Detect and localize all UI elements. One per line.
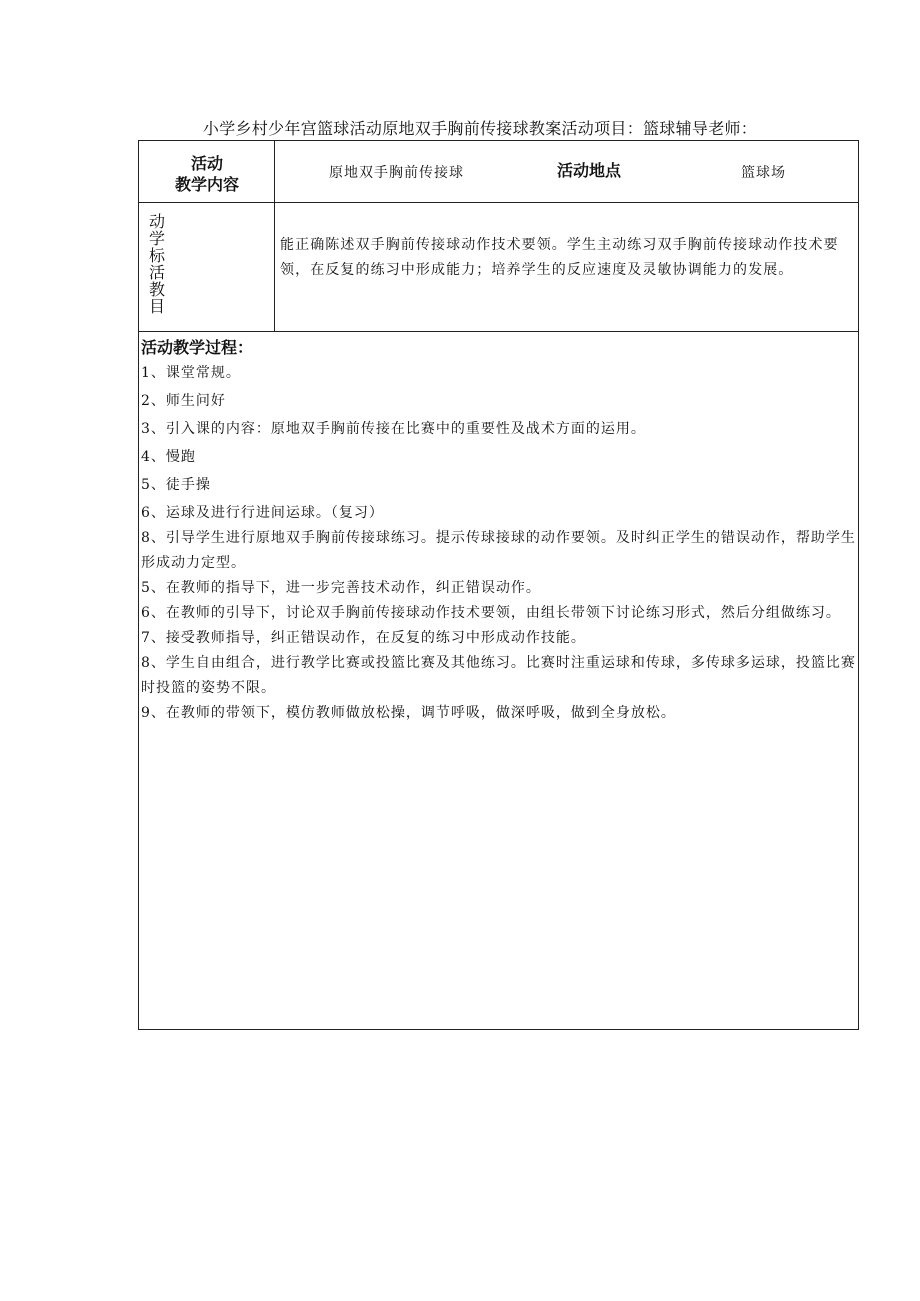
goal-text: 能正确陈述双手胸前传接球动作技术要领。学生主动练习双手胸前传接球动作技术要领，在反复的练习中形成能力；培养学生的反应速度及灵敏协调能力的发展。 <box>280 237 839 278</box>
process-section <box>141 337 856 726</box>
process-item: 1、课堂常规。 <box>141 365 241 381</box>
row-divider-goals <box>139 331 858 332</box>
process-item: 6、在教师的引导下，讨论双手胸前传接球动作技术要领，由组长带领下讨论练习形式，然后分组做练习。 <box>141 605 841 621</box>
content-label-line1: 活动 <box>190 154 223 173</box>
process-item: 7、接受教师指导，纠正错误动作，在反复的练习中形成动作技能。 <box>141 630 586 646</box>
place-label: 活动地点 <box>557 161 622 180</box>
lesson-plan-table <box>138 140 859 1030</box>
process-title: 活动教学过程： <box>141 338 254 357</box>
goal-label-char: 活 <box>149 263 166 282</box>
process-item: 2、师生问好 <box>141 393 226 409</box>
content-label <box>139 153 275 195</box>
goal-label-char: 标 <box>149 246 166 265</box>
process-item: 5、在教师的指导下，进一步完善技术动作，纠正错误动作。 <box>141 580 541 596</box>
goal-label <box>149 213 169 315</box>
process-item: 8、引导学生进行原地双手胸前传接球练习。提示传球接球的动作要领。及时纠正学生的错误动作，帮助学生形成动力定型。 <box>141 530 856 571</box>
process-item: 6、运球及进行行进间运球。（复习） <box>141 505 384 521</box>
content-value: 原地双手胸前传接球 <box>329 165 464 181</box>
goal-label-char: 学 <box>149 229 166 248</box>
process-item: 5、徒手操 <box>141 477 211 493</box>
content-label-line2: 教学内容 <box>174 175 239 194</box>
goal-label-char: 教 <box>149 280 166 299</box>
goal-label-char: 目 <box>149 297 166 316</box>
document-title: 小学乡村少年宫篮球活动原地双手胸前传接球教案活动项目：篮球辅导老师： <box>202 119 758 138</box>
process-item: 4、慢跑 <box>141 449 196 465</box>
goal-label-char: 动 <box>149 212 166 231</box>
process-item: 9、在教师的带领下，模仿教师做放松操，调节呼吸，做深呼吸，做到全身放松。 <box>141 705 676 721</box>
process-item: 8、学生自由组合，进行教学比赛或投篮比赛及其他练习。比赛时注重运球和传球，多传球多运球，投篮比赛时投篮的姿势不限。 <box>141 655 856 696</box>
place-value: 篮球场 <box>741 165 786 181</box>
process-item: 3、引入课的内容：原地双手胸前传接在比赛中的重要性及战术方面的运用。 <box>141 421 646 437</box>
row-divider-header <box>139 202 858 203</box>
